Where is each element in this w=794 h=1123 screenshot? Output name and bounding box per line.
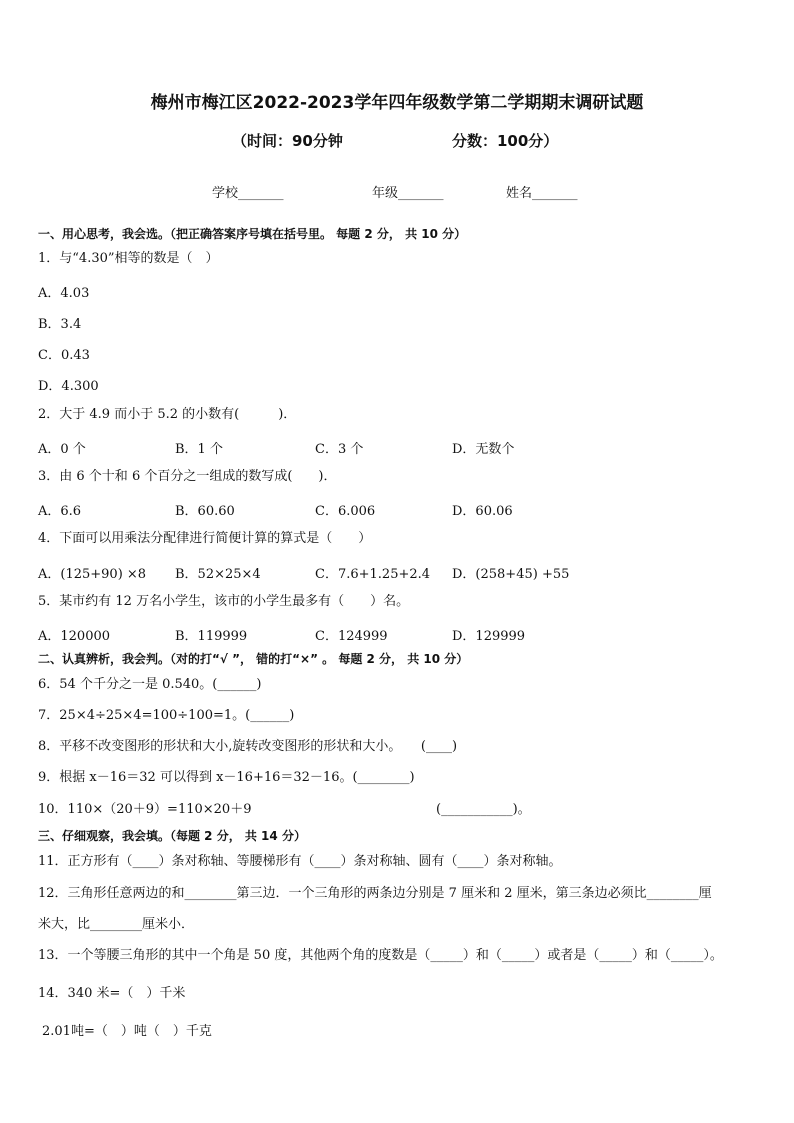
question-13: 13．一个等腰三角形的其中一个角是 50 度，其他两个角的度数是（_____）和（_____）或者是（_____）和（_____）。 <box>38 948 723 963</box>
question-4: 4．下面可以用乘法分配律进行简便计算的算式是（ ） <box>38 531 372 546</box>
section1-heading: 一、用心思考，我会选。（把正确答案序号填在括号里。 每题 2 分， 共 10 分） <box>38 227 467 241</box>
q2-option-c[interactable]: C．3 个 <box>315 442 364 457</box>
q2-option-d[interactable]: D．无数个 <box>452 442 515 457</box>
q4-option-a[interactable]: A．(125+90) ×8 <box>38 567 147 582</box>
q1-option-d[interactable]: D．4.300 <box>38 379 99 394</box>
question-14-part-2: 2.01吨=（ ）吨（ ）千克 <box>42 1024 212 1039</box>
question-11: 11．正方形有（____）条对称轴、等腰梯形有（____）条对称轴、圆有（____）条对称轴。 <box>38 854 562 869</box>
q4-option-c[interactable]: C．7.6+1.25+2.4 <box>315 567 431 582</box>
q5-option-c[interactable]: C．124999 <box>315 629 388 644</box>
question-14: 14．340 米=（ ）千米 <box>38 986 186 1001</box>
q1-option-c[interactable]: C．0.43 <box>38 348 90 363</box>
question-10-answer-blank[interactable]: (___________)。 <box>436 802 531 817</box>
q2-option-b[interactable]: B．1 个 <box>175 442 223 457</box>
q5-option-a[interactable]: A．120000 <box>38 629 111 644</box>
grade-field[interactable]: 年级_______ <box>372 186 444 201</box>
q1-option-a[interactable]: A．4.03 <box>38 286 90 301</box>
exam-score: 分数：100分） <box>452 132 559 150</box>
question-2: 2．大于 4.9 而小于 5.2 的小数有( )． <box>38 407 297 422</box>
question-1: 1．与“4.30”相等的数是（ ） <box>38 251 219 266</box>
question-8: 8．平移不改变图形的形状和大小,旋转改变图形的形状和大小。 (____) <box>38 739 458 754</box>
school-field[interactable]: 学校_______ <box>212 186 284 201</box>
q5-option-d[interactable]: D．129999 <box>452 629 526 644</box>
section2-heading: 二、认真辨析，我会判。（对的打“√ ”， 错的打“×” 。 每题 2 分， 共 10 分） <box>38 652 469 666</box>
section3-heading: 三、仔细观察，我会填。（每题 2 分， 共 14 分） <box>38 829 306 843</box>
question-3: 3．由 6 个十和 6 个百分之一组成的数写成( )． <box>38 469 337 484</box>
question-7: 7．25×4÷25×4=100÷100=1。(______) <box>38 708 295 723</box>
question-12-continued: 米大，比________厘米小． <box>38 917 195 932</box>
question-9: 9．根据 x－16＝32 可以得到 x－16+16＝32－16。(________) <box>38 770 415 785</box>
q5-option-b[interactable]: B．119999 <box>175 629 248 644</box>
q3-option-d[interactable]: D．60.06 <box>452 504 513 519</box>
q1-option-b[interactable]: B．3.4 <box>38 317 82 332</box>
q4-option-b[interactable]: B．52×25×4 <box>175 567 261 582</box>
q3-option-a[interactable]: A．6.6 <box>38 504 82 519</box>
exam-time: （时间：90分钟 <box>232 132 343 150</box>
question-10: 10．110×（20＋9）=110×20＋9 <box>38 802 252 817</box>
q4-option-d[interactable]: D．(258+45) +55 <box>452 567 570 582</box>
question-5: 5．某市约有 12 万名小学生，该市的小学生最多有（ ）名。 <box>38 594 410 609</box>
page-title: 梅州市梅江区2022-2023学年四年级数学第二学期期末调研试题 <box>150 93 644 113</box>
q3-option-c[interactable]: C．6.006 <box>315 504 376 519</box>
question-6: 6．54 个千分之一是 0.540。(______) <box>38 677 262 692</box>
q3-option-b[interactable]: B．60.60 <box>175 504 235 519</box>
name-field[interactable]: 姓名_______ <box>506 186 578 201</box>
q2-option-a[interactable]: A．0 个 <box>38 442 86 457</box>
question-12: 12．三角形任意两边的和________第三边．一个三角形的两条边分别是 7 厘米和 2 厘米，第三条边必须比________厘 <box>38 886 712 901</box>
